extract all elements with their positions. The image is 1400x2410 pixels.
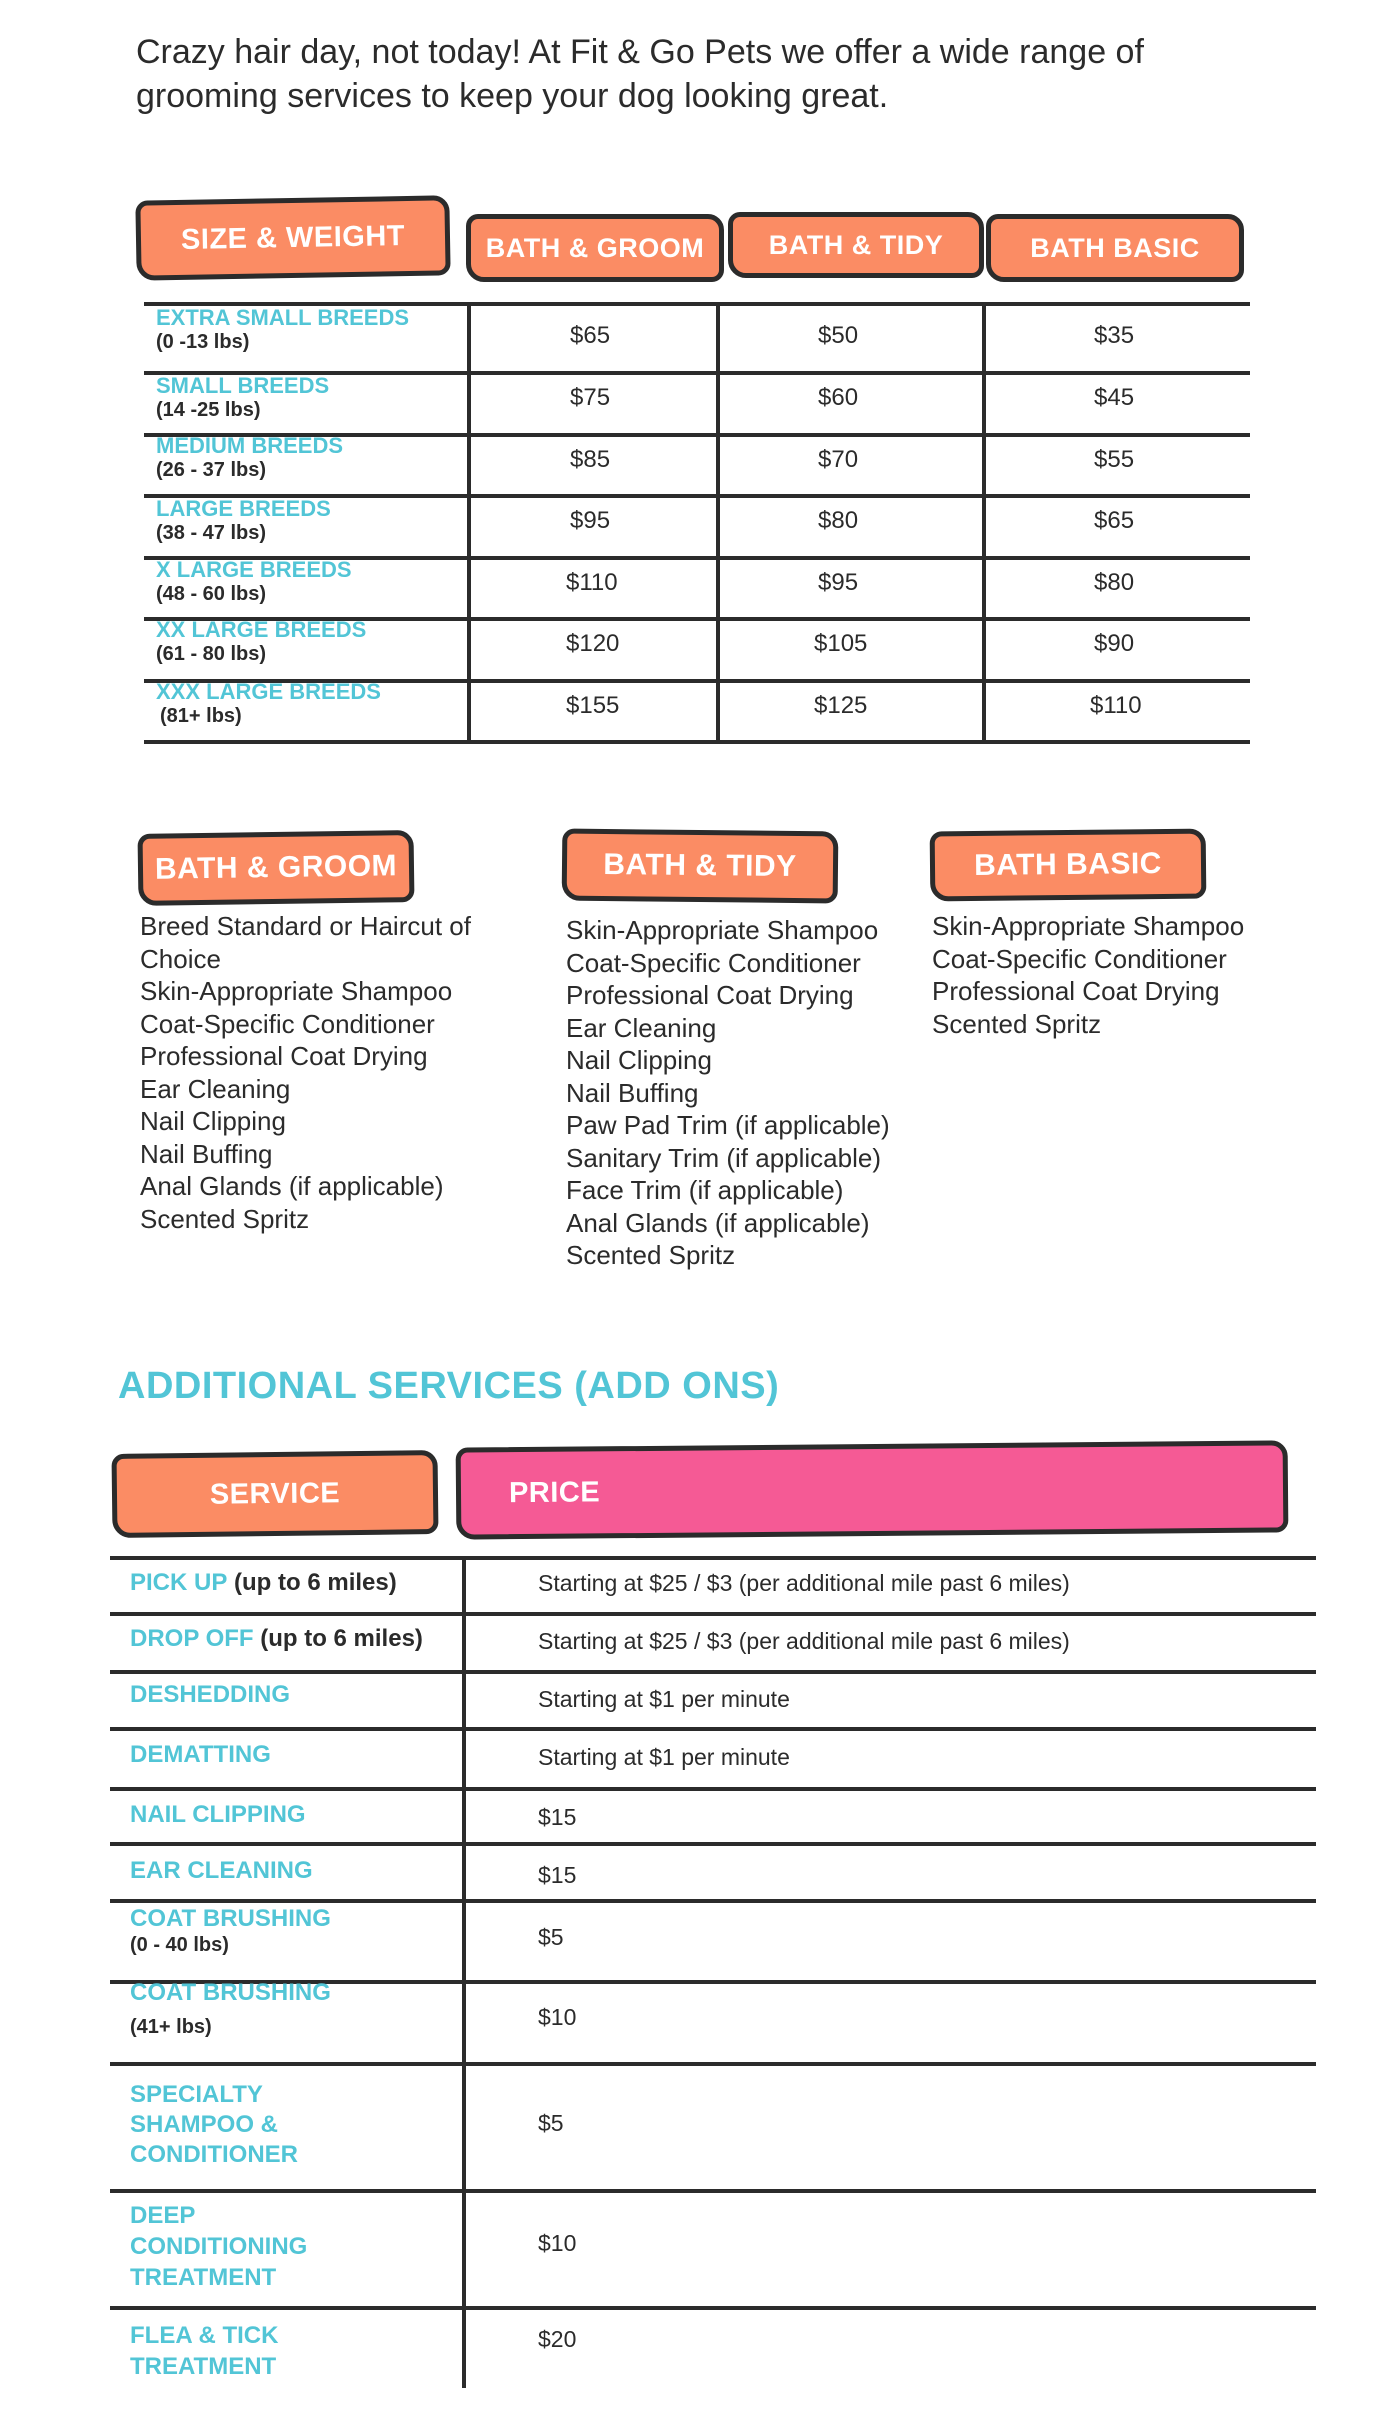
table-row: EXTRA SMALL BREEDS (0 -13 lbs) — [156, 305, 410, 353]
addon-price: $10 — [538, 2230, 577, 2256]
table-row: XXX LARGE BREEDS (81+ lbs) — [156, 679, 381, 727]
list-item: NAIL CLIPPING — [130, 1801, 306, 1828]
price-cell: $45 — [1094, 384, 1135, 411]
package-title-bath-tidy: BATH & TIDY — [562, 829, 839, 904]
list-item: COAT BRUSHING (0 - 40 lbs) — [130, 1905, 331, 1956]
addon-price: $15 — [538, 1804, 577, 1830]
price-cell: $110 — [566, 569, 618, 596]
price-cell: $95 — [570, 507, 611, 534]
header-service: SERVICE — [111, 1450, 438, 1538]
list-item: COAT BRUSHING (41+ lbs) — [130, 1979, 331, 2038]
addon-price: $20 — [538, 2326, 577, 2352]
addon-price: $5 — [538, 2110, 564, 2136]
list-item: SPECIALTY SHAMPOO & CONDITIONER — [130, 2081, 298, 2168]
package-list-bath-groom: Breed Standard or Haircut of Choice Skin-Appropriate Shampoo Coat-Specific Conditioner Professional Coat Drying Ear Cleaning Nail Clipping Nail Buffing Anal Glands (if applicable) Scented Spritz — [140, 911, 471, 1234]
addon-price: Starting at $25 / $3 (per additional mile past 6 miles) — [538, 1570, 1070, 1596]
intro-text: Crazy hair day, not today! At Fit & Go Pets we offer a wide range of grooming services to keep your dog looking great. — [136, 33, 1144, 115]
price-cell: $65 — [1094, 507, 1135, 534]
price-cell: $110 — [1090, 692, 1142, 719]
list-item: DEEP CONDITIONING TREATMENT — [130, 2202, 308, 2291]
price-cell: $50 — [818, 322, 859, 349]
table-row: XX LARGE BREEDS (61 - 80 lbs) — [156, 617, 367, 665]
addons-title: ADDITIONAL SERVICES (ADD ONS) — [118, 1365, 780, 1407]
package-title-bath-groom: BATH & GROOM — [138, 830, 415, 906]
package-list-bath-basic: Skin-Appropriate Shampoo Coat-Specific Conditioner Professional Coat Drying Scented Spritz — [932, 911, 1245, 1039]
header-bath-tidy: BATH & TIDY — [728, 212, 984, 278]
price-cell: $95 — [818, 569, 859, 596]
package-list-bath-tidy: Skin-Appropriate Shampoo Coat-Specific Conditioner Professional Coat Drying Ear Cleaning Nail Clipping Nail Buffing Paw Pad Trim (if applicable) Sanitary Trim (if applicable) Face Trim (if applicable) Anal Glands (if applicable) Scented Spritz — [566, 915, 890, 1270]
price-cell: $35 — [1094, 322, 1135, 349]
price-cell: $120 — [566, 630, 620, 657]
price-cell: $105 — [814, 630, 868, 657]
price-cell: $155 — [566, 692, 620, 719]
addon-price: Starting at $1 per minute — [538, 1744, 790, 1770]
price-cell: $80 — [818, 507, 859, 534]
list-item: DEMATTING — [130, 1741, 271, 1768]
table-row: X LARGE BREEDS (48 - 60 lbs) — [156, 557, 352, 605]
addon-price: $10 — [538, 2004, 577, 2030]
header-bath-groom: BATH & GROOM — [466, 214, 724, 282]
table-row: MEDIUM BREEDS (26 - 37 lbs) — [156, 433, 344, 481]
table-row: SMALL BREEDS (14 -25 lbs) — [156, 373, 330, 421]
price-cell: $65 — [570, 322, 611, 349]
header-price: PRICE — [456, 1440, 1289, 1539]
price-cell: $90 — [1094, 630, 1135, 657]
package-title-bath-basic: BATH BASIC — [930, 829, 1207, 902]
list-item: EAR CLEANING — [130, 1857, 313, 1884]
price-cell: $75 — [570, 384, 611, 411]
price-cell: $125 — [814, 692, 868, 719]
table-row: LARGE BREEDS (38 - 47 lbs) — [156, 496, 331, 544]
list-item: FLEA & TICK TREATMENT — [130, 2322, 279, 2380]
list-item: PICK UP (up to 6 miles) — [130, 1569, 397, 1596]
addon-price: $5 — [538, 1924, 564, 1950]
addon-price: $15 — [538, 1862, 577, 1888]
price-cell: $55 — [1094, 446, 1135, 473]
header-bath-basic: BATH BASIC — [986, 214, 1244, 282]
list-item: DESHEDDING — [130, 1681, 291, 1708]
header-size-weight: SIZE & WEIGHT — [135, 195, 450, 280]
price-cell: $85 — [570, 446, 611, 473]
price-cell: $80 — [1094, 569, 1135, 596]
addon-price: Starting at $1 per minute — [538, 1686, 790, 1712]
price-cell: $60 — [818, 384, 859, 411]
addon-price: Starting at $25 / $3 (per additional mile past 6 miles) — [538, 1628, 1070, 1654]
price-cell: $70 — [818, 446, 859, 473]
list-item: DROP OFF (up to 6 miles) — [130, 1625, 423, 1652]
